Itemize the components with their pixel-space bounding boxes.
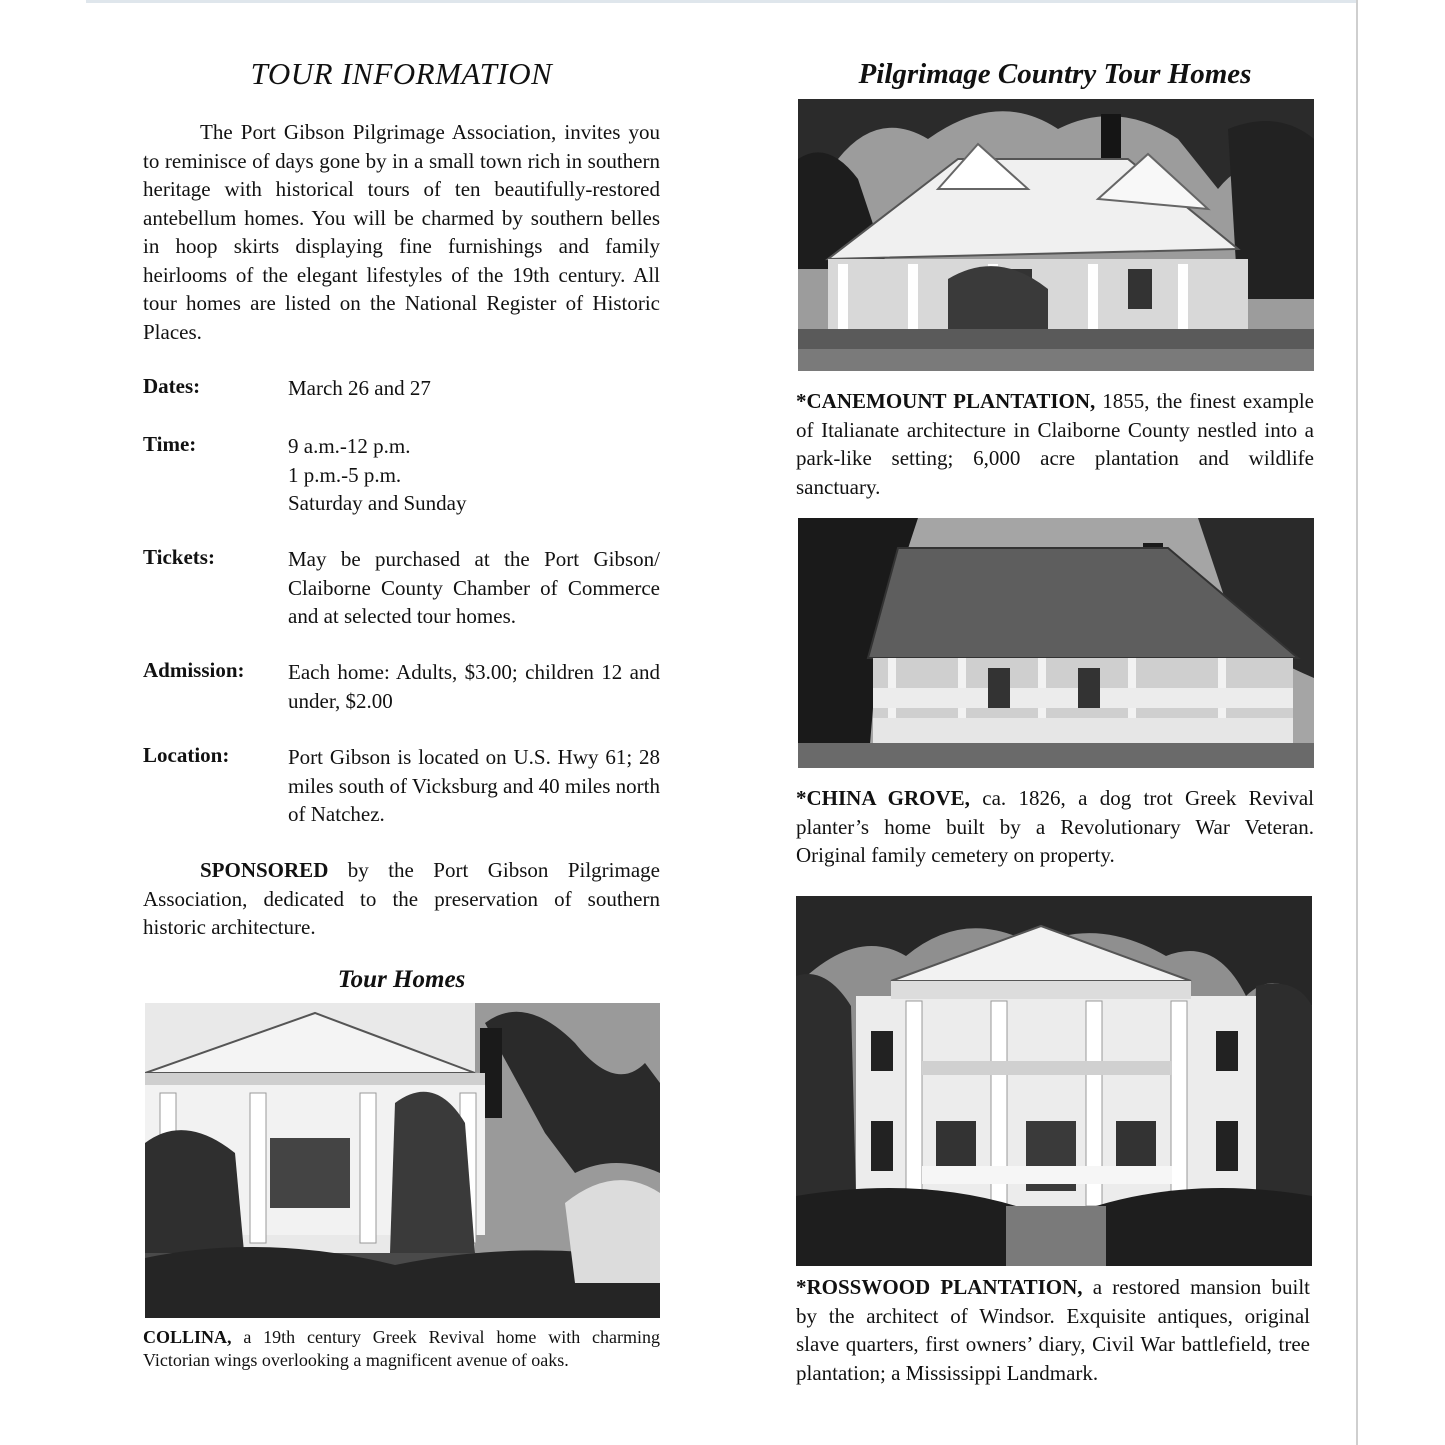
location-label: Location: xyxy=(143,743,230,767)
china-grove-description: ca. 1826, a dog trot Greek Revival planter’s home built by a Revolutionary War Veteran. Original family cemetery on property. xyxy=(796,786,1314,867)
tickets-label: Tickets: xyxy=(143,545,215,569)
tour-homes-heading: Tour Homes xyxy=(337,966,466,993)
canemount-description: 1855, the finest example of Italianate architecture in Claiborne County nestled into a park-like setting; 6,000 acre plantation and wildlife sanctuary. xyxy=(796,389,1314,499)
time-line: Saturday and Sunday xyxy=(288,491,467,515)
collina-description: a 19th century Greek Revival home with charming Victorian wings overlooking a magnificent avenue of oaks. xyxy=(143,1327,660,1370)
admission-value: Each home: Adults, $3.00; children 12 and under, $2.00 xyxy=(288,660,660,713)
rosswood-caption xyxy=(796,1273,1310,1387)
dates-label: Dates: xyxy=(143,374,201,398)
tickets-value: May be purchased at the Port Gibson/ Claiborne County Chamber of Commerce and at selected tour homes. xyxy=(288,547,660,628)
collina-photo xyxy=(145,1003,660,1318)
canemount-photo xyxy=(798,99,1314,371)
canemount-caption xyxy=(796,387,1314,501)
dates-value: March 26 and 27 xyxy=(288,376,431,400)
collina-caption xyxy=(143,1326,660,1372)
china-grove-photo xyxy=(798,518,1314,768)
sponsored-lead: SPONSORED xyxy=(200,858,329,882)
time-line: 9 a.m.-12 p.m. xyxy=(288,434,411,458)
china-grove-name: *CHINA GROVE, xyxy=(796,786,970,810)
right-panel-title: Pilgrimage Country Tour Homes xyxy=(858,58,1252,90)
time-value xyxy=(288,432,660,518)
intro-paragraph: The Port Gibson Pilgrimage Association, invites you to reminisce of days gone by in a small town rich in southern heritage with historical tours of ten beautifully-restored antebellum homes. You will be charmed by southern belles in hoop skirts displaying fine furnishings and family heirlooms of the elegant lifestyles of the 19th century. All tour homes are listed on the National Register of Historic Places. xyxy=(143,120,660,344)
collina-name: COLLINA, xyxy=(143,1327,232,1347)
sponsored-text: by the Port Gibson Pilgrimage Association, dedicated to the preservation of southern historic architecture. xyxy=(143,858,660,939)
china-grove-caption xyxy=(796,784,1314,870)
rosswood-description: a restored mansion built by the architect of Windsor. Exquisite antiques, original slave quarters, first owners’ diary, Civil War battlefield, tree plantation; a Mississippi Landmark. xyxy=(796,1275,1311,1385)
canemount-name: *CANEMOUNT PLANTATION, xyxy=(796,389,1096,413)
page-title: TOUR INFORMATION xyxy=(250,56,553,91)
location-value: Port Gibson is located on U.S. Hwy 61; 28 miles south of Vicksburg and 40 miles north of Natchez. xyxy=(288,745,660,826)
admission-label: Admission: xyxy=(143,658,245,682)
scan-top-edge xyxy=(86,0,1356,3)
time-label: Time: xyxy=(143,432,197,456)
rosswood-name: *ROSSWOOD PLANTATION, xyxy=(796,1275,1083,1299)
sponsored-paragraph xyxy=(143,856,660,942)
panel-fold-line xyxy=(1356,0,1358,1445)
rosswood-photo xyxy=(796,896,1312,1266)
time-line: 1 p.m.-5 p.m. xyxy=(288,462,402,487)
